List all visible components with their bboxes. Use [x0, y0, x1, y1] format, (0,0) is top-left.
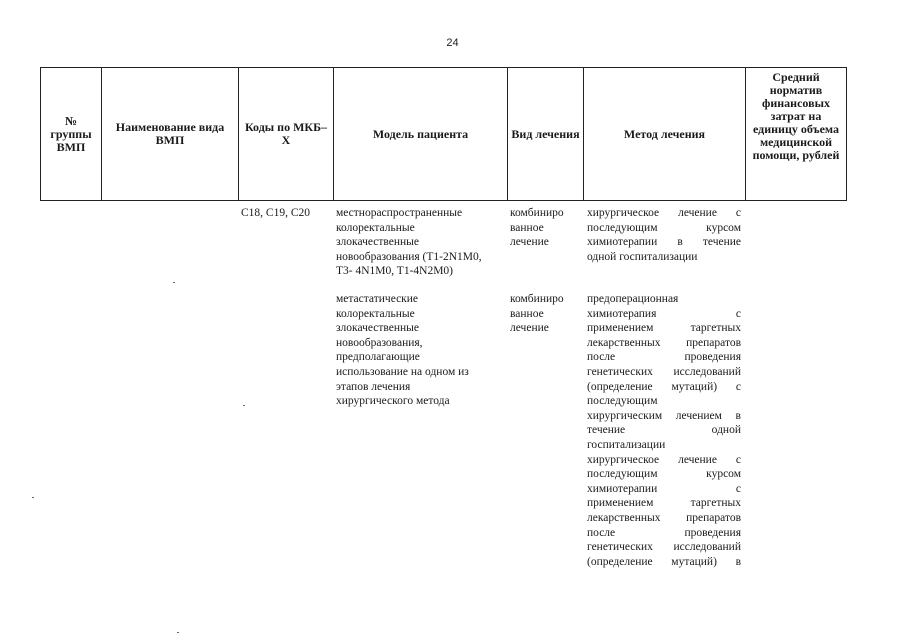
row-2-method-line: химиотерапии с: [587, 482, 741, 495]
row-2-model-line: использование на одном из: [336, 365, 469, 378]
row-2-method-line: течение одной: [587, 424, 741, 437]
header-average-cost: Средний норматив финансовых затрат на единицу объема медицинской помощи, рублей: [746, 68, 847, 201]
table-header: [40, 67, 847, 201]
row-1-model-line: T3- 4N1M0, T1-4N2M0): [336, 265, 454, 278]
row-2-method-line: последующим: [587, 395, 658, 408]
row-1-model-line: злокачественные: [336, 236, 419, 249]
row-1-model-line: колоректальные: [336, 221, 415, 234]
row-1-mkb-codes: C18, C19, C20: [241, 207, 311, 219]
row-2-method-line: применением таргетных: [587, 497, 741, 510]
row-1-patient-model: [336, 206, 506, 279]
row-2-patient-model: [336, 292, 506, 409]
row-1-method-line: последующим курсом: [587, 221, 741, 234]
row-2-model-line: новообразования,: [336, 336, 423, 349]
row-2-method-line: после проведения: [587, 526, 741, 539]
row-1-method-line: хирургическое лечение с: [587, 207, 741, 219]
row-2-method-line: химиотерапия с: [587, 307, 741, 320]
row-2-method-line: (определение мутаций) с: [587, 380, 741, 393]
row-2-method-line: (определение мутаций) в: [587, 555, 741, 568]
row-2-method-line: лекарственных препаратов: [587, 336, 741, 349]
row-2-method-line: последующим курсом: [587, 468, 741, 481]
row-1-type-line: ванное: [510, 221, 544, 234]
row-2-method-line: предоперационная: [587, 293, 679, 305]
row-1-treatment-type: [510, 206, 584, 250]
row-2-treatment-type: [510, 292, 584, 336]
header-treatment-method: Метод лечения: [584, 68, 746, 201]
row-2-type-line: комбиниро: [510, 293, 564, 305]
row-1-type-line: комбиниро: [510, 207, 564, 219]
row-1-model-line: местнораспространенные: [336, 207, 463, 219]
header-patient-model: Модель пациента: [334, 68, 508, 201]
row-2-method-line: применением таргетных: [587, 322, 741, 335]
row-2-model-line: злокачественные: [336, 322, 419, 335]
scan-speck: [173, 282, 175, 283]
row-1-model-line: новообразования (T1-2N1M0,: [336, 250, 482, 263]
row-2-type-line: ванное: [510, 307, 544, 320]
row-2-model-line: колоректальные: [336, 307, 415, 320]
scan-speck: [177, 632, 179, 633]
scan-speck: [32, 497, 34, 498]
row-2-model-line: метастатические: [336, 293, 419, 305]
row-2-method-line: хирургическое лечение с: [587, 453, 741, 466]
row-2-method-line: генетических исследований: [587, 541, 741, 554]
row-2-method-line: госпитализации: [587, 438, 666, 451]
row-1-treatment-method: [587, 206, 741, 264]
row-2-method-line: лекарственных препаратов: [587, 511, 741, 524]
row-2-model-line: хирургического метода: [336, 395, 450, 408]
header-vmp-name: Наименование вида ВМП: [102, 68, 239, 201]
row-2-treatment-method: [587, 292, 741, 569]
row-2-model-line: предполагающие: [336, 351, 420, 364]
scan-speck: [243, 405, 245, 406]
header-group-number: № группы ВМП: [41, 68, 102, 201]
row-2-method-line: генетических исследований: [587, 365, 741, 378]
row-2-model-line: этапов лечения: [336, 380, 411, 393]
page-number: 24: [446, 37, 459, 49]
row-1-type-line: лечение: [510, 236, 549, 249]
header-mkb-codes: Коды по МКБ–Х: [239, 68, 334, 201]
row-2-method-line: хирургическим лечением в: [587, 409, 741, 422]
row-1-method-line: одной госпитализации: [587, 250, 698, 263]
row-1-method-line: химиотерапии в течение: [587, 236, 741, 249]
row-2-method-line: после проведения: [587, 351, 741, 364]
header-treatment-type: Вид лечения: [508, 68, 584, 201]
row-2-type-line: лечение: [510, 322, 549, 335]
